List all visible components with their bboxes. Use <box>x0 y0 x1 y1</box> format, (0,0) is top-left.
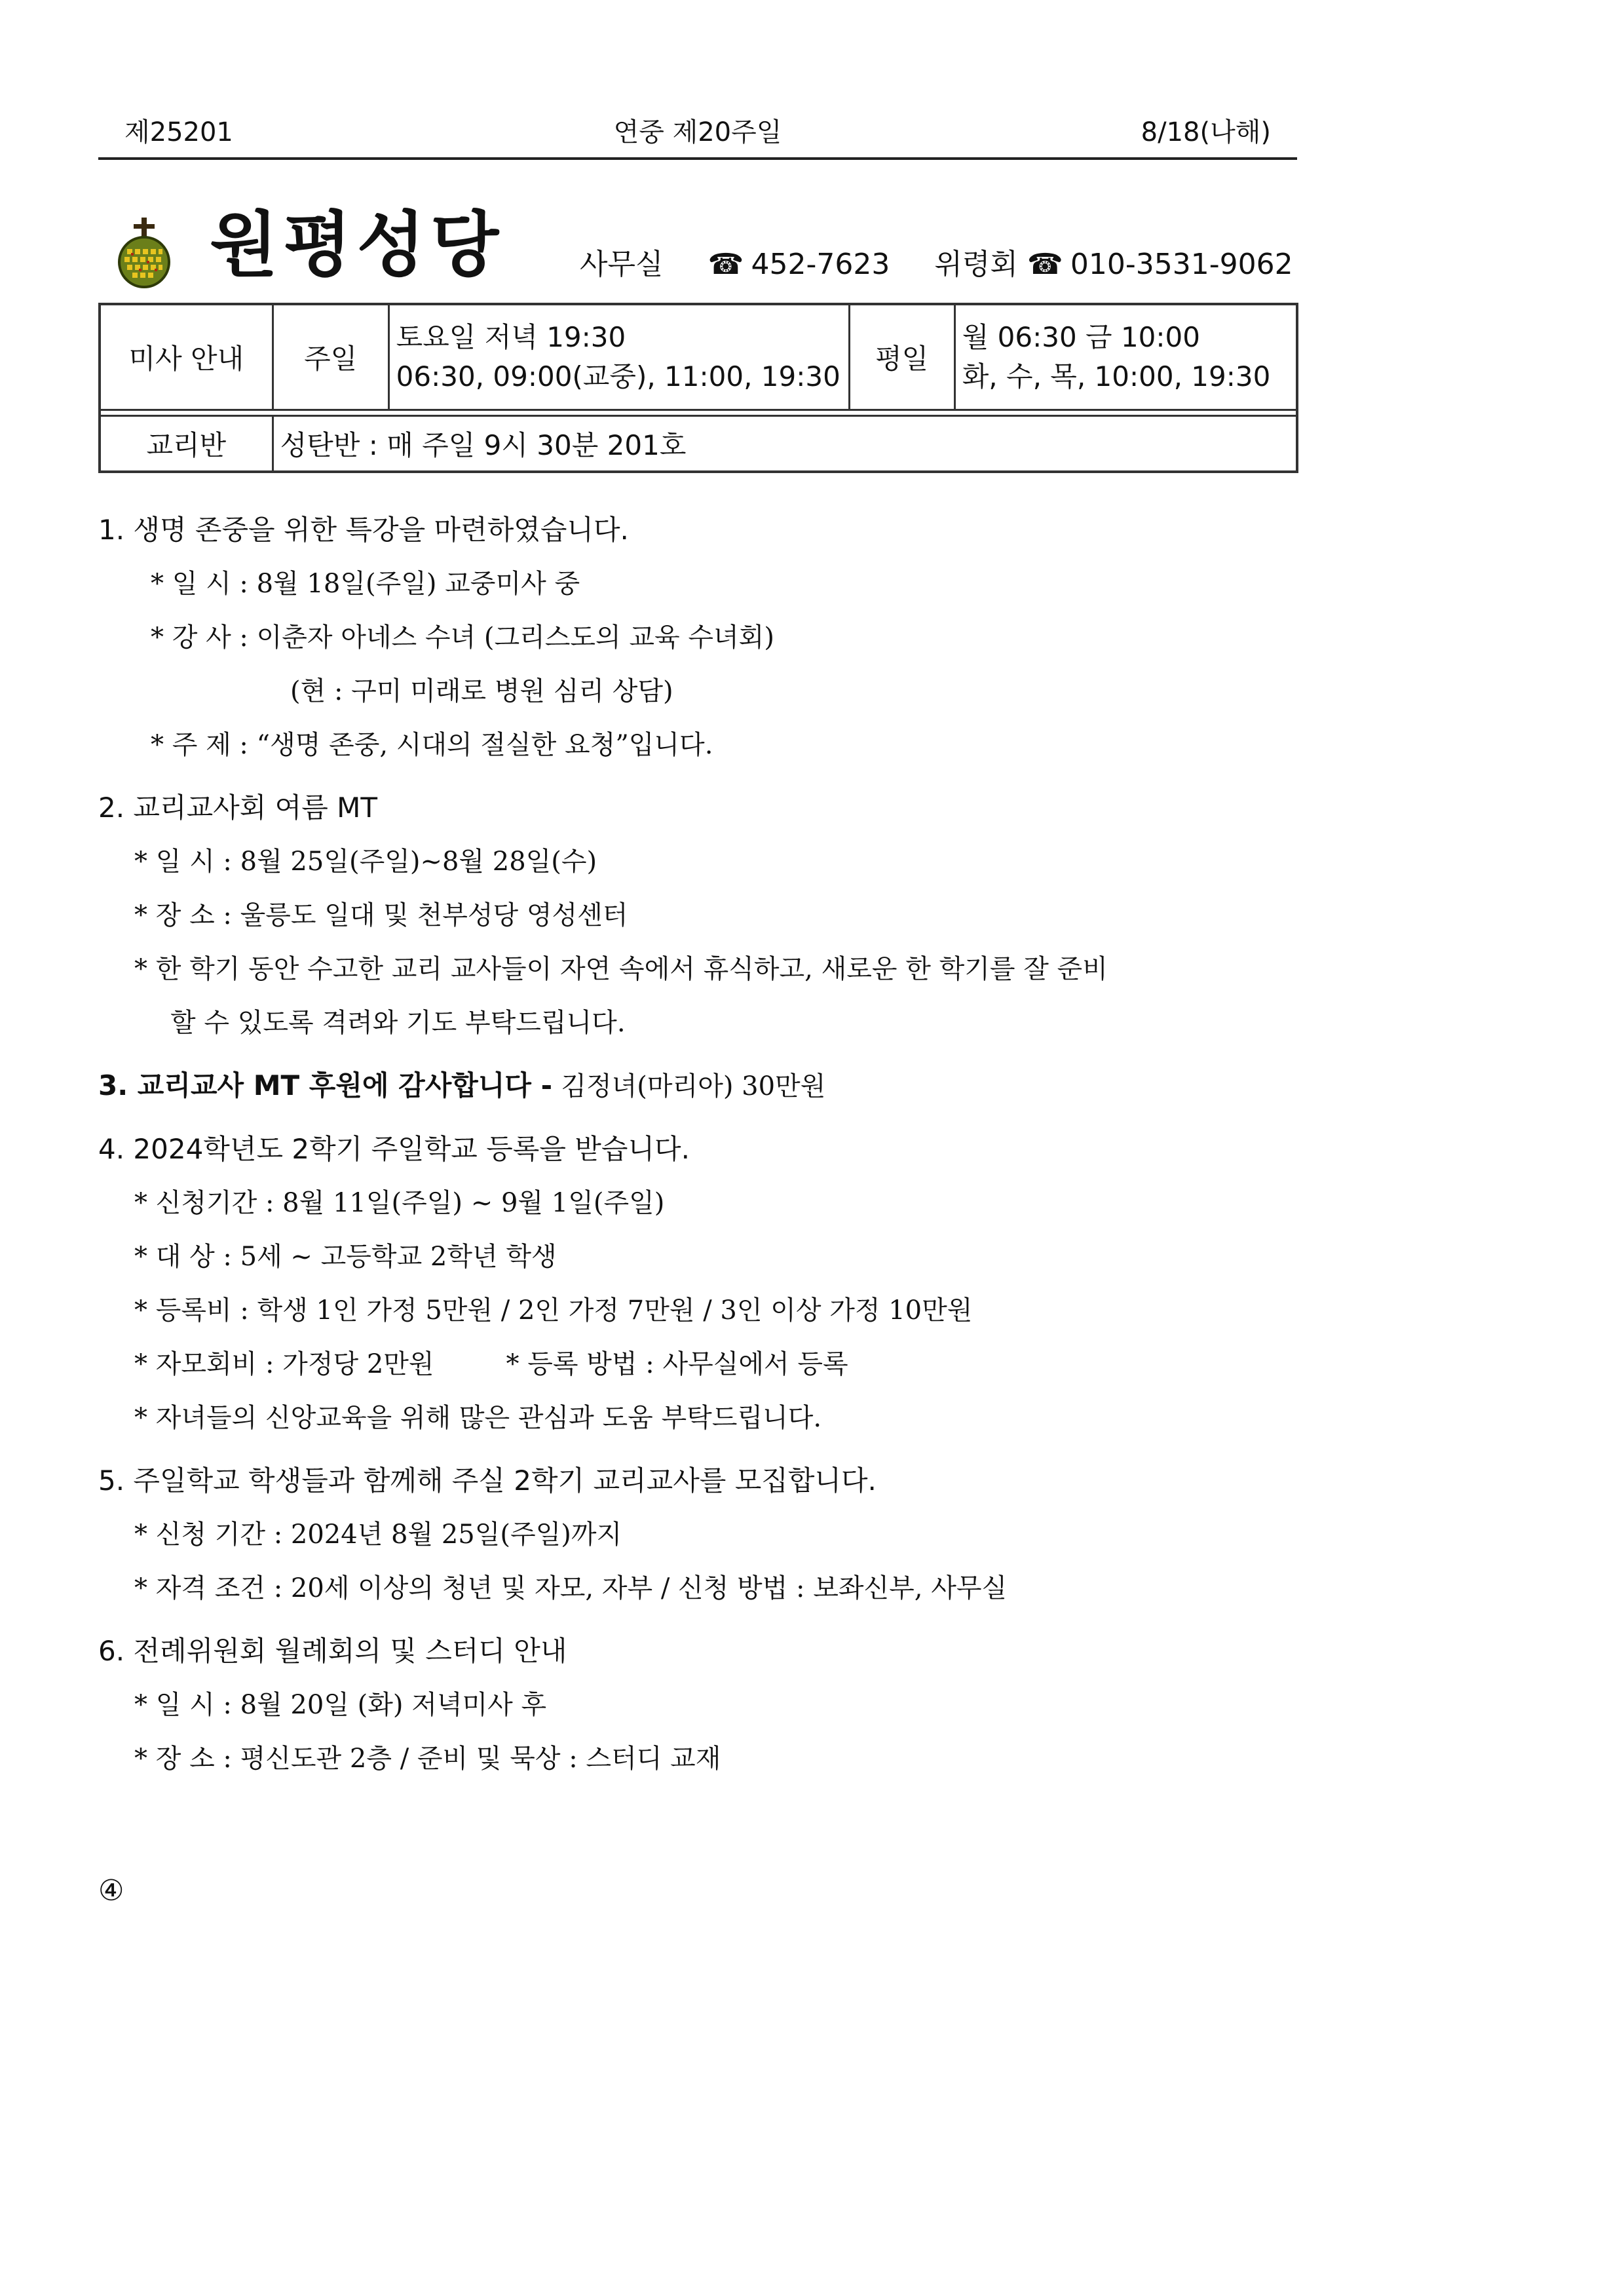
announcement-line: * 주 제 : “생명 존중, 시대의 절실한 요청”입니다. <box>151 730 713 760</box>
sunday-label: 주일 <box>273 304 388 410</box>
phone-icon: ☎ <box>1027 248 1063 281</box>
weekday-label: 평일 <box>849 304 954 410</box>
announcement-title: 4. 2024학년도 2학기 주일학교 등록을 받습니다. <box>98 1133 690 1165</box>
announcement-line <box>98 1337 1310 1391</box>
page-number: ④ <box>98 1874 124 1907</box>
committee-label: 위령회 <box>934 248 1018 281</box>
contact-info <box>580 246 1293 283</box>
announcement-title: 1. 생명 존중을 위한 특강을 마련하였습니다. <box>98 514 629 546</box>
mass-guide-label: 미사 안내 <box>100 304 273 410</box>
announcement-title: 2. 교리교사회 여름 MT <box>98 792 378 824</box>
church-name: 원평성당 <box>210 204 504 286</box>
announcement-line: * 일 시 : 8월 20일 (화) 저녁미사 후 <box>134 1690 547 1720</box>
announcement-title <box>98 1059 1310 1113</box>
announcement-title: 6. 전례위원회 월례회의 및 스터디 안내 <box>98 1635 567 1667</box>
issue-number: 제25201 <box>124 117 233 147</box>
office-phone: 452-7623 <box>751 248 890 281</box>
church-logo-icon <box>111 216 177 288</box>
announcement-3 <box>98 1059 1310 1113</box>
sunday-times-line2: 06:30, 09:00(교중), 11:00, 19:30 <box>396 360 840 392</box>
parent-fee: * 자모회비 : 가정당 2만원 <box>134 1349 434 1379</box>
announcement-title: 5. 주일학교 학생들과 함께해 주실 2학기 교리교사를 모집합니다. <box>98 1464 877 1497</box>
announcement-line: (현 : 구미 미래로 병원 심리 상담) <box>290 676 673 706</box>
announcement-line: * 자격 조건 : 20세 이상의 청년 및 자모, 자부 / 신청 방법 : 보좌신부, 사무실 <box>134 1573 1008 1603</box>
title-row <box>105 197 1304 295</box>
announcement-line: * 강 사 : 이춘자 아네스 수녀 (그리스도의 교육 수녀회) <box>151 622 774 653</box>
announcement-line: * 등록비 : 학생 1인 가정 5만원 / 2인 가정 7만원 / 3인 이상 가정 10만원 <box>134 1295 973 1326</box>
announcement-line: * 일 시 : 8월 25일(주일)~8월 28일(수) <box>134 847 597 877</box>
announcement-line: * 장 소 : 울릉도 일대 및 천부성당 영성센터 <box>134 900 628 930</box>
liturgical-week: 연중 제20주일 <box>613 117 782 147</box>
committee-phone: 010-3531-9062 <box>1070 248 1293 281</box>
donor-text: 김정녀(마리아) 30만원 <box>561 1071 826 1101</box>
office-label: 사무실 <box>580 248 664 281</box>
announcement-line: * 신청기간 : 8월 11일(주일) ~ 9월 1일(주일) <box>134 1188 665 1218</box>
announcements <box>98 503 1310 1795</box>
bulletin-header <box>98 105 1297 160</box>
announcement-title-text: 3. 교리교사 MT 후원에 감사합니다 - <box>98 1069 553 1101</box>
announcement-line: * 한 학기 동안 수고한 교리 교사들이 자연 속에서 휴식하고, 새로운 한 학기를 잘 준비 <box>134 954 1108 984</box>
weekday-times <box>954 304 1297 410</box>
announcement-2 <box>98 781 1310 1050</box>
announcement-5 <box>98 1454 1310 1615</box>
announcement-line: * 대 상 : 5세 ~ 고등학교 2학년 학생 <box>134 1242 557 1272</box>
announcement-line: * 일 시 : 8월 18일(주일) 교중미사 중 <box>151 569 580 599</box>
sunday-times <box>388 304 849 410</box>
registration-method: * 등록 방법 : 사무실에서 등록 <box>506 1349 848 1379</box>
mass-schedule-table <box>98 303 1298 473</box>
announcement-line: * 장 소 : 평신도관 2층 / 준비 및 묵상 : 스터디 교재 <box>134 1744 721 1774</box>
announcement-1 <box>98 503 1310 772</box>
bulletin-date: 8/18(나해) <box>1141 117 1271 147</box>
announcement-line: * 자녀들의 신앙교육을 위해 많은 관심과 도움 부탁드립니다. <box>134 1403 822 1433</box>
announcement-line: * 신청 기간 : 2024년 8월 25일(주일)까지 <box>134 1520 622 1550</box>
weekday-times-line1: 월 06:30 금 10:00 <box>962 321 1200 353</box>
announcement-4 <box>98 1122 1310 1445</box>
announcement-6 <box>98 1624 1310 1786</box>
catechism-label: 교리반 <box>100 416 273 472</box>
weekday-times-line2: 화, 수, 목, 10:00, 19:30 <box>962 360 1271 392</box>
announcement-line: 할 수 있도록 격려와 기도 부탁드립니다. <box>170 1008 626 1038</box>
phone-icon: ☎ <box>708 248 744 281</box>
catechism-text: 성탄반 : 매 주일 9시 30분 201호 <box>273 416 1297 472</box>
sunday-times-line1: 토요일 저녁 19:30 <box>396 321 626 353</box>
